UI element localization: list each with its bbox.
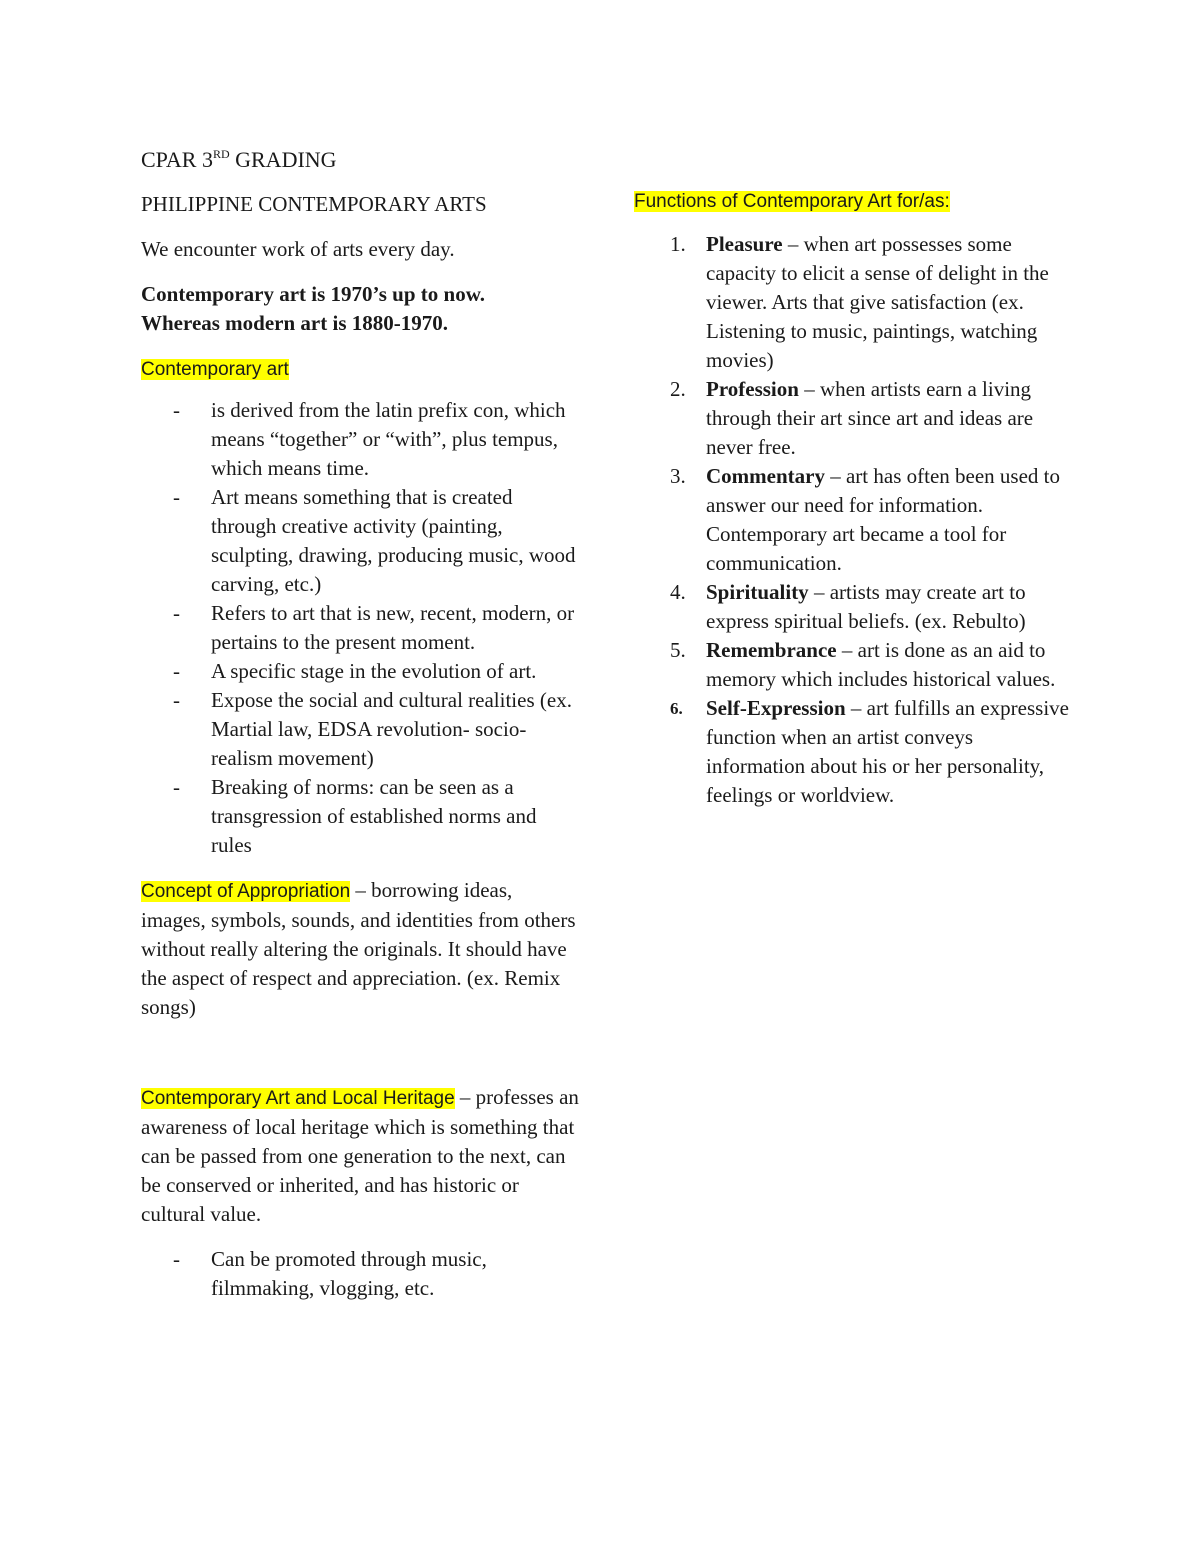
function-text: – when art possesses some capacity to elicit a sense of delight in the viewer. Arts that give satisfaction (ex. Listening to music, paintings, watching movies)	[706, 232, 1049, 372]
function-item	[634, 462, 1074, 578]
list-item	[141, 657, 581, 686]
function-text: – art is done as an aid to memory which includes historical values.	[706, 638, 1056, 691]
function-term: Spirituality	[706, 580, 809, 604]
function-item	[634, 375, 1074, 462]
functions-heading: Functions of Contemporary Art for/as:	[634, 191, 950, 212]
dash-bullet: -	[173, 775, 180, 799]
dash-bullet: -	[173, 601, 180, 625]
function-term: Commentary	[706, 464, 825, 488]
list-item-text: is derived from the latin prefix con, which means “together” or “with”, plus tempus, which means time.	[211, 398, 566, 480]
right-column	[634, 186, 1074, 810]
list-item	[141, 483, 581, 599]
function-term: Remembrance	[706, 638, 837, 662]
heritage-text: – professes an awareness of local heritage which is something that can be passed from one generation to the next, can be conserved or inherited, and has historic or cultural value.	[141, 1085, 579, 1226]
heritage-paragraph	[141, 1083, 581, 1229]
appropriation-text: – borrowing ideas, images, symbols, sounds, and identities from others without really altering the originals. It should have the aspect of respect and appreciation. (ex. Remix songs)	[141, 878, 576, 1019]
left-column	[141, 140, 581, 1303]
list-item-text: Can be promoted through music, filmmaking, vlogging, etc.	[211, 1247, 487, 1300]
contemporary-art-heading: Contemporary art	[141, 359, 289, 380]
function-item	[634, 636, 1074, 694]
list-item	[141, 686, 581, 773]
heritage-list	[141, 1245, 581, 1303]
item-number: 1.	[670, 232, 686, 256]
list-item	[141, 396, 581, 483]
appropriation-heading: Concept of Appropriation	[141, 881, 351, 902]
function-text: – art fulfills an expressive function when an artist conveys information about his or her personality, feelings or worldview.	[706, 696, 1069, 807]
list-item	[141, 773, 581, 860]
function-item	[634, 578, 1074, 636]
list-item-text: Refers to art that is new, recent, modern, or pertains to the present moment.	[211, 601, 575, 654]
functions-heading-line	[634, 186, 1074, 216]
list-item	[141, 1245, 581, 1303]
list-item-text: Expose the social and cultural realities (ex. Martial law, EDSA revolution- socio-realism movement)	[211, 688, 572, 770]
dash-bullet: -	[173, 485, 180, 509]
function-text: – artists may create art to express spiritual beliefs. (ex. Rebulto)	[706, 580, 1026, 633]
title-rest: GRADING	[229, 147, 337, 172]
function-term: Profession	[706, 377, 799, 401]
dash-bullet: -	[173, 1247, 180, 1271]
function-term: Self-Expression	[706, 696, 846, 720]
item-number: 3.	[670, 464, 686, 488]
function-term: Pleasure	[706, 232, 783, 256]
contemporary-art-heading-line	[141, 354, 581, 384]
item-number: 6.	[670, 699, 683, 718]
title-superscript: RD	[212, 147, 230, 161]
contemporary-art-list	[141, 396, 581, 860]
function-item	[634, 694, 1074, 810]
item-number: 4.	[670, 580, 686, 604]
item-number: 2.	[670, 377, 686, 401]
item-number: 5.	[670, 638, 686, 662]
list-item-text: Art means something that is created through creative activity (painting, sculpting, drawing, producing music, wood carving, etc.)	[211, 485, 576, 596]
subtitle: PHILIPPINE CONTEMPORARY ARTS	[141, 192, 487, 216]
dash-bullet: -	[173, 659, 180, 683]
heritage-heading: Contemporary Art and Local Heritage	[141, 1088, 455, 1109]
list-item	[141, 599, 581, 657]
functions-list	[634, 230, 1074, 810]
list-item-text: A specific stage in the evolution of art.	[211, 659, 537, 683]
intro-text: We encounter work of arts every day.	[141, 237, 455, 261]
page-title	[141, 140, 581, 174]
dash-bullet: -	[173, 688, 180, 712]
list-item-text: Breaking of norms: can be seen as a transgression of established norms and rules	[211, 775, 537, 857]
dash-bullet: -	[173, 398, 180, 422]
definition-line-2: Whereas modern art is 1880-1970.	[141, 311, 448, 335]
title-main: CPAR 3	[141, 147, 213, 172]
function-item	[634, 230, 1074, 375]
function-text: – art has often been used to answer our need for information. Contemporary art became a tool for communication.	[706, 464, 1060, 575]
definition-line-1: Contemporary art is 1970’s up to now.	[141, 282, 485, 306]
appropriation-paragraph	[141, 876, 581, 1022]
function-text: – when artists earn a living through their art since art and ideas are never free.	[706, 377, 1034, 459]
